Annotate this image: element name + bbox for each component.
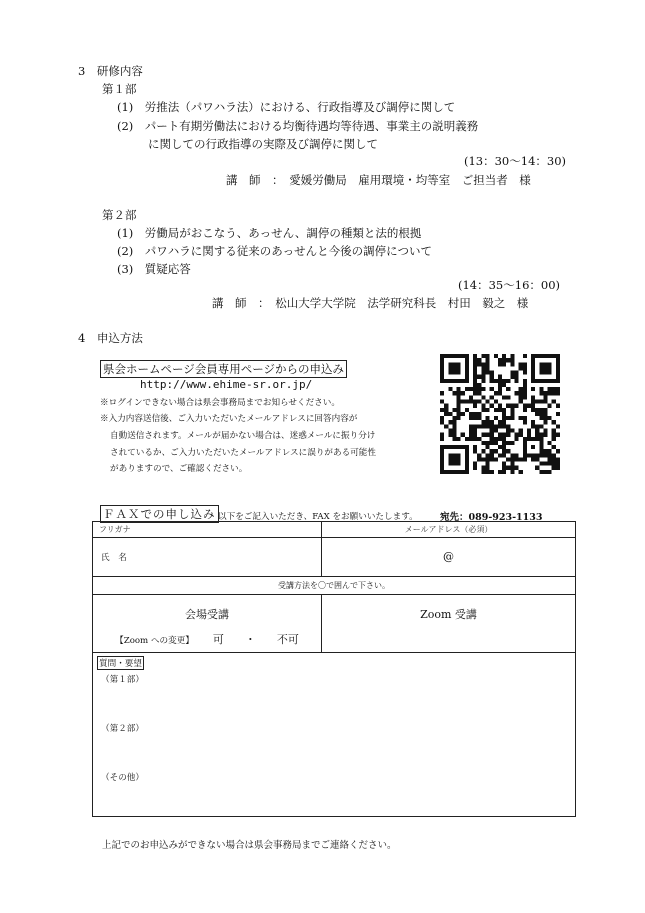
zoom-label: Zoom 受講 (420, 608, 477, 621)
qr-code-icon (440, 352, 560, 476)
option-yes[interactable]: 可 (212, 633, 224, 646)
footer-note: 上記でのお申込みができない場合は県会事務局までご連絡ください。 (102, 840, 397, 851)
name-label: 氏 名 (101, 553, 127, 563)
option-no[interactable]: 不可 (276, 633, 299, 646)
questions-part1: （第１部） (101, 675, 144, 685)
furigana-cell[interactable] (93, 522, 322, 538)
part2-item3: (3) 質疑応答 (117, 262, 191, 276)
questions-part2: （第２部） (101, 724, 144, 734)
part1-title: 第１部 (102, 82, 137, 96)
email-header-cell (322, 522, 576, 538)
furigana-label: フリガナ (99, 525, 131, 534)
venue-option-cell[interactable] (93, 595, 322, 653)
part1-item1: (1) 労推法（パワハラ法）における、行政指導及び調停に関して (117, 100, 456, 114)
option-separator: ・ (244, 633, 256, 646)
zoom-option-cell[interactable] (322, 595, 576, 653)
fax-number: 宛先：089-923-1133 (440, 512, 543, 523)
login-note: ※ログインできない場合は県会事務局までお知らせください。 (100, 398, 340, 408)
venue-label: 会場受講 (185, 608, 230, 621)
fax-instruction: 以下をご記入いただき、FAX をお願いいたします。 (218, 512, 418, 522)
method-instruction-cell (93, 577, 576, 595)
email-cell[interactable] (322, 538, 576, 577)
questions-label: 質問・要望 (97, 656, 144, 670)
section3-heading: 3 研修内容 (78, 64, 143, 78)
part2-time: (14：35〜16：00) (458, 278, 561, 292)
questions-other: （その他） (101, 773, 144, 783)
name-cell[interactable] (93, 538, 322, 577)
part1-lecturer: 講 師 ： 愛媛労働局 雇用環境・均等室 ご担当者 様 (226, 173, 531, 187)
auto-reply-note-3: されているか、ご入力いただいたメールアドレスに誤りがある可能性 (110, 448, 376, 458)
section4-heading: 4 申込方法 (78, 331, 143, 345)
auto-reply-note-2: 自動送信されます。メールが届かない場合は、迷惑メールに振り分け (110, 431, 376, 441)
method-instruction: 受講方法を〇で囲んで下さい。 (278, 581, 390, 590)
web-application-label: 県会ホームページ会員専用ページからの申込み (100, 360, 347, 378)
questions-cell[interactable] (93, 653, 576, 817)
part1-item2: (2) パート有期労働法における均衡待遇均等待遇、事業主の説明義務 (117, 119, 479, 133)
part2-title: 第２部 (102, 208, 137, 222)
application-form (92, 521, 576, 817)
part1-item2-cont: に関しての行政指導の実際及び調停に関して (148, 137, 378, 151)
zoom-change-label: 【Zoom への変更】 (115, 636, 194, 646)
auto-reply-note: ※入力内容送信後、ご入力いただいたメールアドレスに回答内容が (100, 414, 358, 424)
fax-application-label: ＦＡＸでの申し込み (100, 505, 219, 523)
part2-item1: (1) 労働局がおこなう、あっせん、調停の種類と法的根拠 (117, 226, 422, 240)
part1-time: (13：30〜14：30) (464, 154, 567, 168)
part2-item2: (2) パワハラに関する従来のあっせんと今後の調停について (117, 244, 432, 258)
auto-reply-note-4: がありますので、ご確認ください。 (110, 464, 248, 474)
email-header: メールアドレス（必須） (404, 525, 493, 534)
part2-lecturer: 講 師 ： 松山大学大学院 法学研究科長 村田 毅之 様 (212, 296, 529, 310)
at-sign: @ (443, 550, 455, 563)
website-url-link[interactable]: http://www.ehime-sr.or.jp/ (140, 378, 313, 391)
